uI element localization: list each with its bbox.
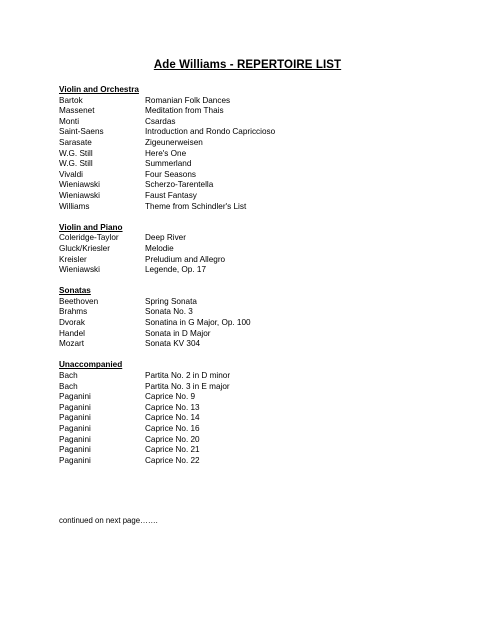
repertoire-row (59, 413, 439, 424)
section-heading: Violin and Piano (59, 222, 123, 232)
piece-title: Four Seasons (145, 169, 196, 179)
piece-title: Theme from Schindler's List (145, 201, 247, 211)
repertoire-row (59, 202, 439, 213)
piece-title: Partita No. 3 in E major (145, 381, 230, 391)
piece-title: Spring Sonata (145, 296, 197, 306)
piece-title: Scherzo-Tarentella (145, 180, 214, 190)
composer-name: Mozart (59, 339, 85, 349)
repertoire-row (59, 233, 439, 244)
composer-name: Paganini (59, 445, 91, 455)
repertoire-row (59, 424, 439, 435)
repertoire-row (59, 456, 439, 467)
repertoire-row (59, 307, 439, 318)
repertoire-row (59, 255, 439, 266)
composer-name: Handel (59, 328, 85, 338)
repertoire-row (59, 403, 439, 414)
piece-title: Melodie (145, 243, 174, 253)
piece-title: Csardas (145, 116, 176, 126)
repertoire-section (59, 286, 439, 350)
repertoire-section (59, 85, 439, 212)
piece-title: Sonata in D Major (145, 328, 211, 338)
repertoire-row (59, 138, 439, 149)
piece-title: Zigeunerweisen (145, 137, 203, 147)
repertoire-row (59, 297, 439, 308)
composer-name: Paganini (59, 402, 91, 412)
piece-title: Caprice No. 20 (145, 434, 200, 444)
repertoire-row (59, 180, 439, 191)
piece-title: Partita No. 2 in D minor (145, 371, 231, 381)
composer-name: Wieniawski (59, 265, 100, 275)
piece-title: Legende, Op. 17 (145, 265, 207, 275)
repertoire-row (59, 117, 439, 128)
composer-name: Bach (59, 381, 78, 391)
piece-title: Here's One (145, 148, 187, 158)
piece-title: Introduction and Rondo Capriccioso (145, 127, 276, 137)
composer-name: W.G. Still (59, 148, 93, 158)
composer-name: Beethoven (59, 296, 99, 306)
section-heading: Violin and Orchestra (59, 85, 139, 94)
repertoire-row (59, 392, 439, 403)
piece-title: Faust Fantasy (145, 190, 197, 200)
repertoire-row (59, 170, 439, 181)
composer-name: Wieniawski (59, 190, 100, 200)
composer-name: Bach (59, 371, 78, 381)
repertoire-row (59, 382, 439, 393)
page-title: Ade Williams - REPERTOIRE LIST (153, 59, 342, 71)
composer-name: Sarasate (59, 137, 92, 147)
repertoire-section (59, 223, 439, 276)
piece-title: Caprice No. 9 (145, 392, 196, 402)
composer-name: Paganini (59, 434, 91, 444)
composer-name: Brahms (59, 307, 88, 317)
composer-name: Massenet (59, 106, 95, 116)
repertoire-row (59, 149, 439, 160)
composer-name: Williams (59, 201, 90, 211)
repertoire-row (59, 159, 439, 170)
piece-title: Caprice No. 14 (145, 413, 200, 423)
composer-name: Kreisler (59, 254, 87, 264)
piece-title: Preludium and Allegro (145, 254, 226, 264)
piece-title: Deep River (145, 233, 186, 243)
composer-name: Coleridge-Taylor (59, 233, 119, 243)
repertoire-section (59, 360, 439, 466)
piece-title: Sonatina in G Major, Op. 100 (145, 318, 251, 328)
composer-name: Bartok (59, 95, 83, 105)
repertoire-row (59, 445, 439, 456)
composer-name: Wieniawski (59, 180, 100, 190)
repertoire-row (59, 371, 439, 382)
composer-name: Paganini (59, 392, 91, 402)
piece-title: Caprice No. 21 (145, 445, 200, 455)
repertoire-list (59, 85, 439, 477)
repertoire-row (59, 318, 439, 329)
piece-title: Meditation from Thais (145, 106, 224, 116)
piece-title: Caprice No. 16 (145, 424, 200, 433)
repertoire-row (59, 96, 439, 107)
piece-title: Romanian Folk Dances (145, 95, 231, 105)
repertoire-row (59, 265, 439, 276)
piece-title: Caprice No. 13 (145, 402, 200, 412)
section-heading: Unaccompanied (59, 360, 123, 370)
piece-title: Caprice No. 22 (145, 455, 200, 465)
repertoire-row (59, 329, 439, 340)
composer-name: Paganini (59, 413, 91, 423)
repertoire-row (59, 244, 439, 255)
composer-name: Paganini (59, 455, 91, 465)
piece-title: Summerland (145, 159, 192, 169)
composer-name: W.G. Still (59, 159, 93, 169)
composer-name: Monti (59, 116, 80, 126)
composer-name: Vivaldi (59, 169, 83, 179)
piece-title: Sonata KV 304 (145, 339, 201, 349)
piece-title: Sonata No. 3 (145, 307, 193, 317)
repertoire-row (59, 339, 439, 350)
repertoire-row (59, 191, 439, 202)
repertoire-row (59, 106, 439, 117)
section-heading: Sonatas (59, 286, 91, 296)
composer-name: Paganini (59, 424, 91, 433)
composer-name: Gluck/Kriesler (59, 243, 110, 253)
repertoire-row (59, 127, 439, 138)
composer-name: Saint-Saens (59, 127, 104, 137)
repertoire-row (59, 435, 439, 446)
continued-note: continued on next page……. (59, 516, 158, 525)
composer-name: Dvorak (59, 318, 85, 328)
